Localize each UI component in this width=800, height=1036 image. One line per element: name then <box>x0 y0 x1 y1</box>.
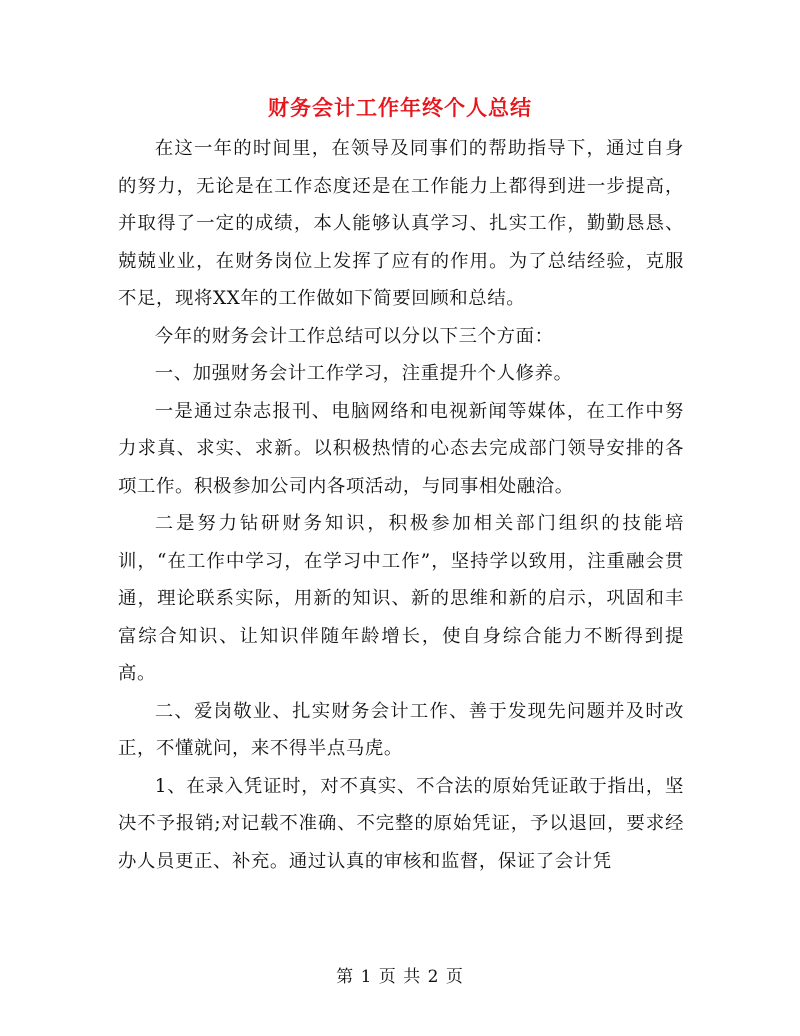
section-heading-2: 二、爱岗敬业、扎实财务会计工作、善于发现先问题并及时改正，不懂就问，来不得半点马虎。 <box>118 700 684 759</box>
document-body <box>118 130 684 880</box>
section-heading-1: 一、加强财务会计工作学习，注重提升个人修养。 <box>154 363 573 384</box>
page-number-footer: 第 1 页 共 2 页 <box>336 967 464 987</box>
paragraph-point-1: 一是通过杂志报刊、电脑网络和电视新闻等媒体，在工作中努力求真、求实、求新。以积极热情的心态去完成部门领导安排的各项工作。积极参加公司内各项活动，与同事相处融洽。 <box>118 400 684 497</box>
paragraph-intro: 在这一年的时间里，在领导及同事们的帮助指导下，通过自身的努力，无论是在工作态度还是在工作能力上都得到进一步提高，并取得了一定的成绩，本人能够认真学习、扎实工作，勤勤恳恳、兢兢业业，在财务岗位上发挥了应有的作用。为了总结经验，克服不足，现将XX年的工作做如下简要回顾和总结。 <box>118 138 684 309</box>
paragraph-item-1: 1、在录入凭证时，对不真实、不合法的原始凭证敢于指出，坚决不予报销;对记载不准确、不完整的原始凭证，予以退回，要求经办人员更正、补充。通过认真的审核和监督，保证了会计凭 <box>118 775 684 872</box>
document-title: 财务会计工作年终个人总结 <box>268 95 532 120</box>
paragraph-point-2: 二是努力钻研财务知识，积极参加相关部门组织的技能培训，“在工作中学习，在学习中工作”，坚持学以致用，注重融会贯通，理论联系实际，用新的知识、新的思维和新的启示，巩固和丰富综合知识、让知识伴随年龄增长，使自身综合能力不断得到提高。 <box>118 513 684 684</box>
paragraph-overview: 今年的财务会计工作总结可以分以下三个方面： <box>154 325 554 347</box>
